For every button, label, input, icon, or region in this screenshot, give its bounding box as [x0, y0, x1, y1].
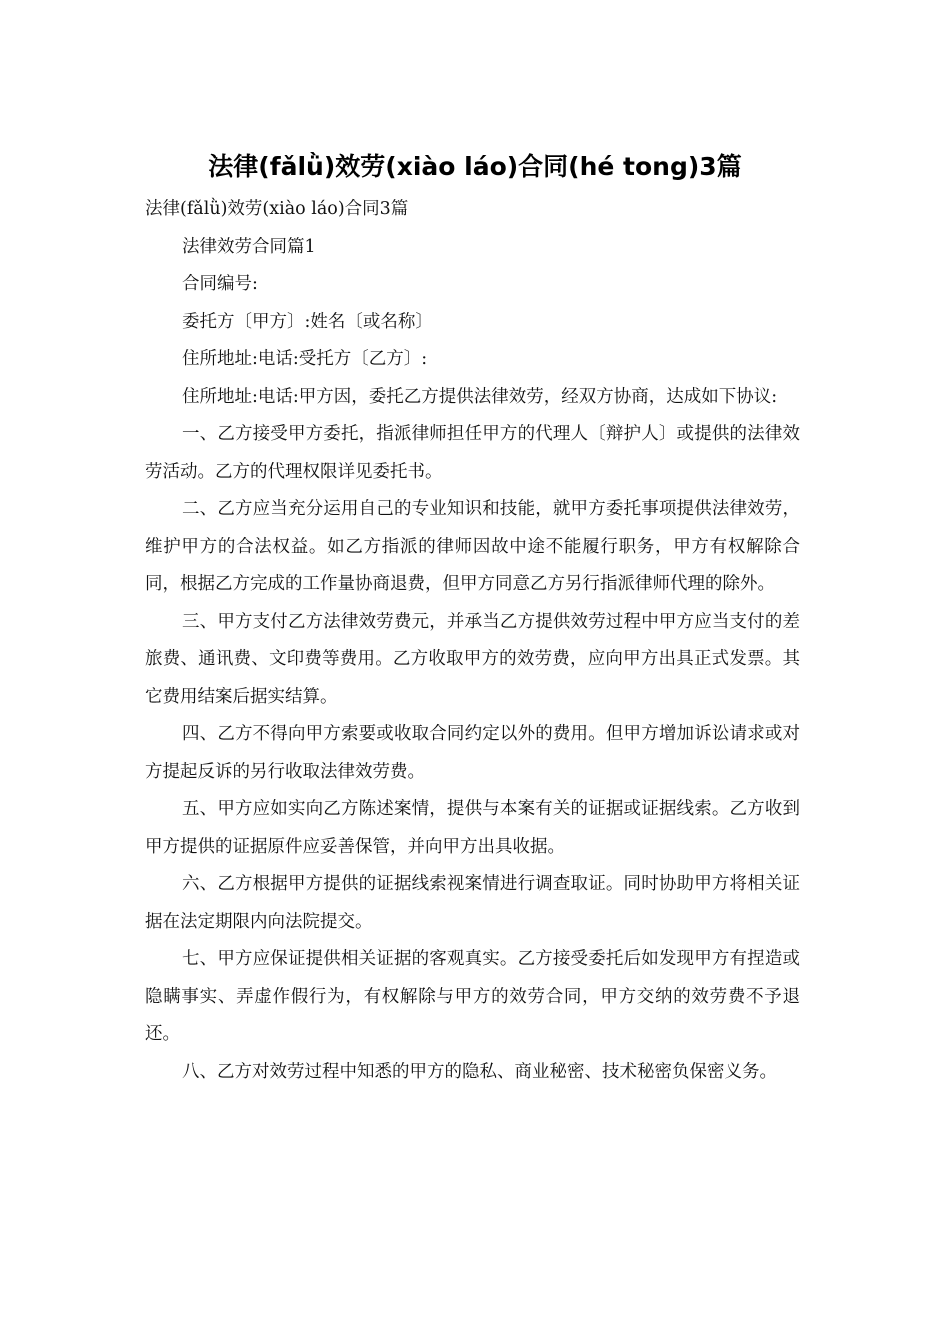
address-phone-line: 住所地址:电话:受托方〔乙方〕:	[182, 349, 428, 369]
clause-6: 六、乙方根据甲方提供的证据线索视案情进行调查取证。同时协助甲方将相关证据在法定期限内向法院提交。	[145, 874, 800, 932]
document-subtitle: 法律(fǎlǜ)效劳(xiào láo)合同3篇	[145, 199, 409, 219]
client-line: 委托方〔甲方〕:姓名〔或名称〕	[182, 311, 433, 332]
document-title: 法律(fǎlǜ)效劳(xiào láo)合同(hé tong)3篇	[208, 152, 742, 181]
clause-8: 八、乙方对效劳过程中知悉的甲方的隐私、商业秘密、技术秘密负保密义务。	[182, 1061, 777, 1082]
intro-paragraph: 住所地址:电话:甲方因，委托乙方提供法律效劳，经双方协商，达成如下协议:	[182, 386, 778, 407]
contract-number-line: 合同编号:	[182, 274, 258, 294]
clause-3: 三、甲方支付乙方法律效劳费元，并承当乙方提供效劳过程中甲方应当支付的差旅费、通讯费、文印费等费用。乙方收取甲方的效劳费，应向甲方出具正式发票。其它费用结案后据实结算。	[145, 611, 800, 707]
section-heading: 法律效劳合同篇1	[182, 236, 316, 257]
clause-1: 一、乙方接受甲方委托，指派律师担任甲方的代理人〔辩护人〕或提供的法律效劳活动。乙方的代理权限详见委托书。	[145, 424, 800, 482]
clause-5: 五、甲方应如实向乙方陈述案情，提供与本案有关的证据或证据线索。乙方收到甲方提供的证据原件应妥善保管，并向甲方出具收据。	[145, 799, 800, 857]
clause-2: 二、乙方应当充分运用自己的专业知识和技能，就甲方委托事项提供法律效劳，维护甲方的合法权益。如乙方指派的律师因故中途不能履行职务，甲方有权解除合同，根据乙方完成的工作量协商退费，但甲方同意乙方另行指派律师代理的除外。	[145, 499, 800, 594]
clause-7: 七、甲方应保证提供相关证据的客观真实。乙方接受委托后如发现甲方有捏造或隐瞒事实、弄虚作假行为，有权解除与甲方的效劳合同，甲方交纳的效劳费不予退还。	[145, 949, 800, 1044]
document-body	[145, 191, 800, 1091]
clause-4: 四、乙方不得向甲方索要或收取合同约定以外的费用。但甲方增加诉讼请求或对方提起反诉的另行收取法律效劳费。	[145, 724, 800, 782]
